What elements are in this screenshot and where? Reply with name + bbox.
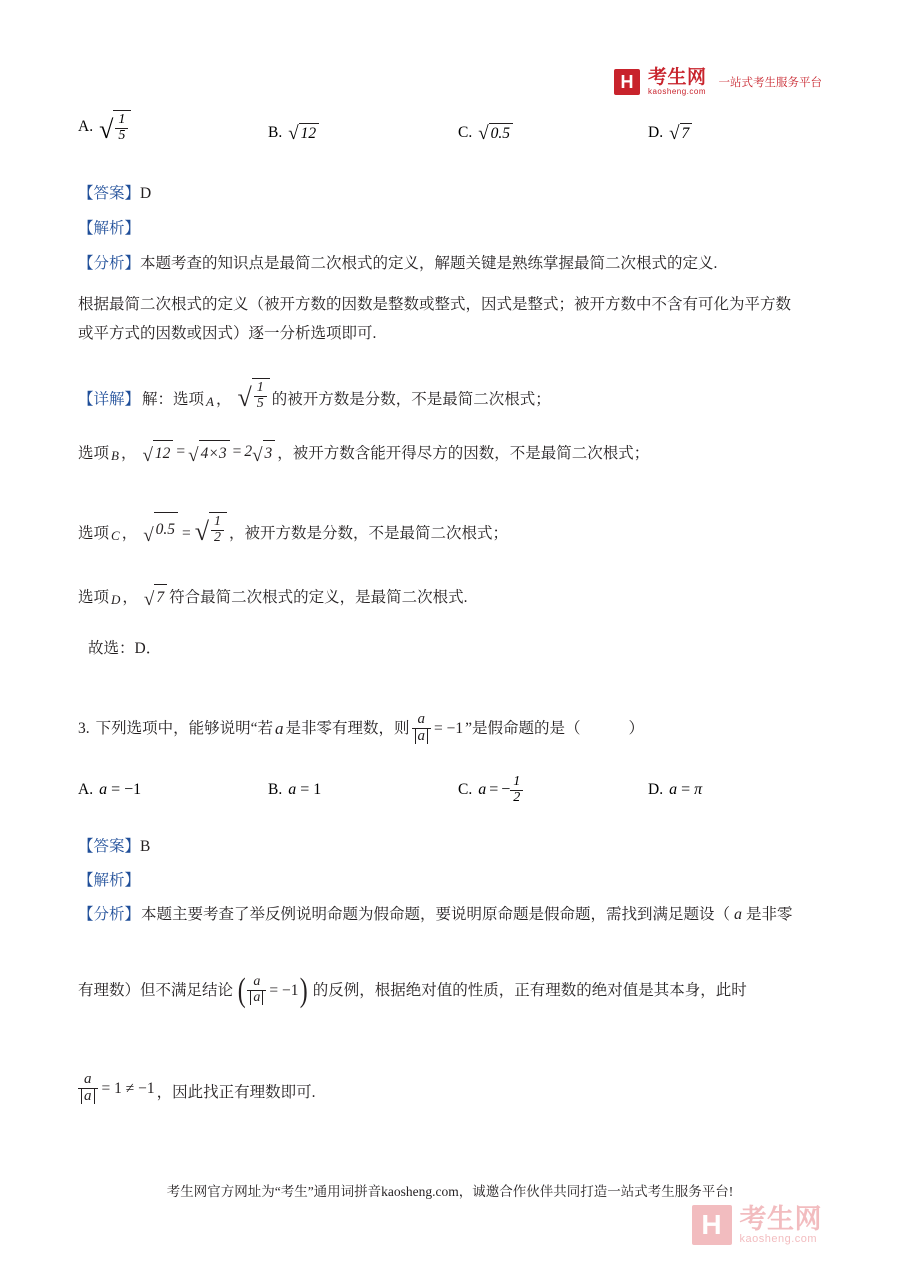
- footer-logo: [692, 1205, 823, 1245]
- question2-fenxi-line3: 或平方式的因数或因式）逐一分析选项即可.: [78, 325, 377, 342]
- detail-a-tail: 的被开方数是分数，不是最简二次根式；: [271, 391, 551, 409]
- question3-fenxi-line3: [78, 1072, 316, 1105]
- answer-value: D: [140, 185, 152, 202]
- detail-a-letter: A: [206, 393, 214, 409]
- question3-number: 3.: [78, 719, 90, 737]
- question3-fenxi-line2: [78, 971, 747, 1009]
- q3-fenxi-text1: 本题主要考查了举反例说明命题为假命题，要说明原命题是假命题，需找到满足题设（: [141, 906, 731, 924]
- q3-fenxi-formula: ( $\frac{a}{a}$ = −1 ): [237, 971, 309, 1009]
- q3-option-c-label: C.: [458, 781, 473, 799]
- question3-stem-var: a: [275, 718, 284, 738]
- option-a: [78, 110, 268, 143]
- site-logo: [614, 68, 822, 96]
- question3-stem-part3: ”是假命题的是（: [465, 719, 581, 737]
- question2-fenxi-line2: 根据最简二次根式的定义（被开方数的因数是整数或整式，因式是整式；被开方数中不含有可化为平方数: [78, 296, 792, 313]
- question3-options: [78, 775, 822, 805]
- q3-option-a: [78, 781, 268, 799]
- option-c-expression: √ 0.5: [478, 123, 513, 143]
- question3-stem-part4: ）: [628, 719, 645, 737]
- q3-option-b-label: B.: [268, 781, 283, 799]
- q3-fenxi-var: a: [734, 906, 743, 923]
- logo-mark-icon: H: [614, 69, 640, 95]
- q3-option-d: [648, 781, 702, 799]
- question3-answer-row: [78, 835, 150, 858]
- analysis-tag: 【解析】: [78, 220, 141, 237]
- question2-conclusion: 故选：D．: [88, 640, 162, 657]
- option-b: [268, 123, 458, 143]
- option-b-label: B.: [268, 124, 283, 142]
- detail-d-letter: D: [111, 591, 121, 607]
- question3-stem-formula: $\frac{a}{a}$ = −1: [412, 712, 464, 745]
- q3-fenxi-text2b: 的反例，根据绝对值的性质，正有理数的绝对值是其本身，此时: [312, 981, 747, 999]
- option-d: [648, 123, 692, 143]
- question3-stem-part2: 是非零有理数，则: [285, 719, 410, 737]
- q3-option-a-label: A.: [78, 781, 94, 799]
- q3-fenxi-text1-tail: 是非零: [746, 906, 793, 924]
- q3-fenxi-text3-tail: ，因此找正有理数即可.: [156, 1084, 316, 1102]
- question2-detail-d: 选项 D ， √ 7 符合最简二次根式的定义，是最简二次根式.: [78, 584, 468, 609]
- detail-d-expression: √ 7: [144, 584, 167, 609]
- detail-d-prefix: 选项: [78, 589, 110, 606]
- question2-detail-c: 选项 C ， √ 0.5 = √ $\frac{1}{2}$ ，被开方数是分数，不是最简二次根式；: [78, 514, 509, 547]
- answer-tag: 【答案】: [78, 185, 141, 202]
- question2-detail-a: 【详解】 解：选项 A ， √ $\frac{1}{5}$ 的被开方数是分数，不是最简二次根式；: [78, 380, 551, 413]
- logo-title: 考生网: [647, 67, 707, 88]
- question2-fenxi-line: [78, 252, 717, 275]
- q3-option-c: [458, 775, 648, 805]
- q3-answer-value: B: [140, 838, 151, 855]
- detail-b-prefix: 选项: [78, 445, 110, 462]
- footer-logo-mark-icon: H: [692, 1205, 732, 1245]
- question3-fenxi-line1: [78, 903, 793, 927]
- option-d-label: D.: [648, 124, 664, 142]
- q3-analysis-tag: 【解析】: [78, 872, 141, 889]
- logo-text: [648, 68, 707, 96]
- q3-answer-tag: 【答案】: [78, 838, 141, 855]
- q3-fenxi-tag: 【分析】: [78, 906, 141, 924]
- detail-a-expression: √ $\frac{1}{5}$: [238, 378, 270, 411]
- detail-b-letter: B: [111, 447, 119, 463]
- footer-text: 考生网官方网址为“考生”通用词拼音kaosheng.com，诚邀合作伙伴共同打造一站式考生服务平台!: [166, 1184, 734, 1199]
- fenxi-tag: 【分析】: [78, 255, 141, 272]
- logo-subtitle: kaosheng.com: [647, 86, 707, 96]
- q3-option-c-expression: a = − $\frac{1}{2}$: [478, 775, 523, 805]
- question2-options: [78, 110, 822, 143]
- q3-option-b-expression: a = 1: [288, 781, 322, 799]
- q3-option-b: [268, 781, 458, 799]
- xiangjie-lead: 解：选项: [142, 391, 205, 409]
- option-d-expression: √ 7: [669, 123, 692, 143]
- fenxi-text: 本题考查的知识点是最简二次根式的定义，解题关键是熟练掌握最简二次根式的定义.: [140, 255, 718, 272]
- detail-c-tail: ，被开方数是分数，不是最简二次根式；: [229, 525, 509, 543]
- q3-option-d-label: D.: [648, 781, 664, 799]
- option-b-expression: √ 12: [288, 123, 319, 143]
- xiangjie-tag: 【详解】: [78, 391, 141, 409]
- detail-b-tail: ，被开方数含能开得尽方的因数，不是最简二次根式；: [277, 445, 650, 462]
- option-a-expression: √ $\frac{1}{5}$: [99, 110, 131, 143]
- option-a-label: A.: [78, 117, 94, 135]
- detail-b-expression: √ 12 = √ 4×3 = 2 √ 3: [142, 440, 275, 465]
- question2-detail-b: 选项 B ， √ 12 = √ 4×3 = 2 √ 3 ，被开方数含能开得尽方的因数，不是最简二次根式；: [78, 440, 649, 465]
- footer-logo-subtitle: kaosheng.com: [739, 1232, 818, 1245]
- logo-tagline: 一站式考生服务平台: [718, 76, 822, 89]
- q3-fenxi-formula2: $\frac{a}{a}$ = 1 ≠ −1: [78, 1072, 155, 1105]
- detail-d-tail: 符合最简二次根式的定义，是最简二次根式.: [169, 589, 468, 606]
- detail-c-letter: C: [111, 527, 120, 543]
- question3-stem-part1: 下列选项中，能够说明“若: [95, 719, 274, 737]
- detail-c-prefix: 选项: [78, 525, 110, 543]
- question3-stem: [78, 712, 644, 745]
- q3-option-d-expression: a = π: [669, 781, 703, 799]
- footer-logo-text: [740, 1205, 823, 1244]
- q3-option-a-expression: a = −1: [99, 781, 142, 799]
- option-c-label: C.: [458, 124, 473, 142]
- option-c: [458, 123, 648, 143]
- question2-answer-row: [78, 182, 151, 205]
- footer-logo-title: 考生网: [739, 1204, 822, 1235]
- detail-c-expression: √ 0.5 = √ $\frac{1}{2}$: [143, 512, 227, 545]
- q3-fenxi-text2a: 有理数）但不满足结论: [78, 981, 234, 999]
